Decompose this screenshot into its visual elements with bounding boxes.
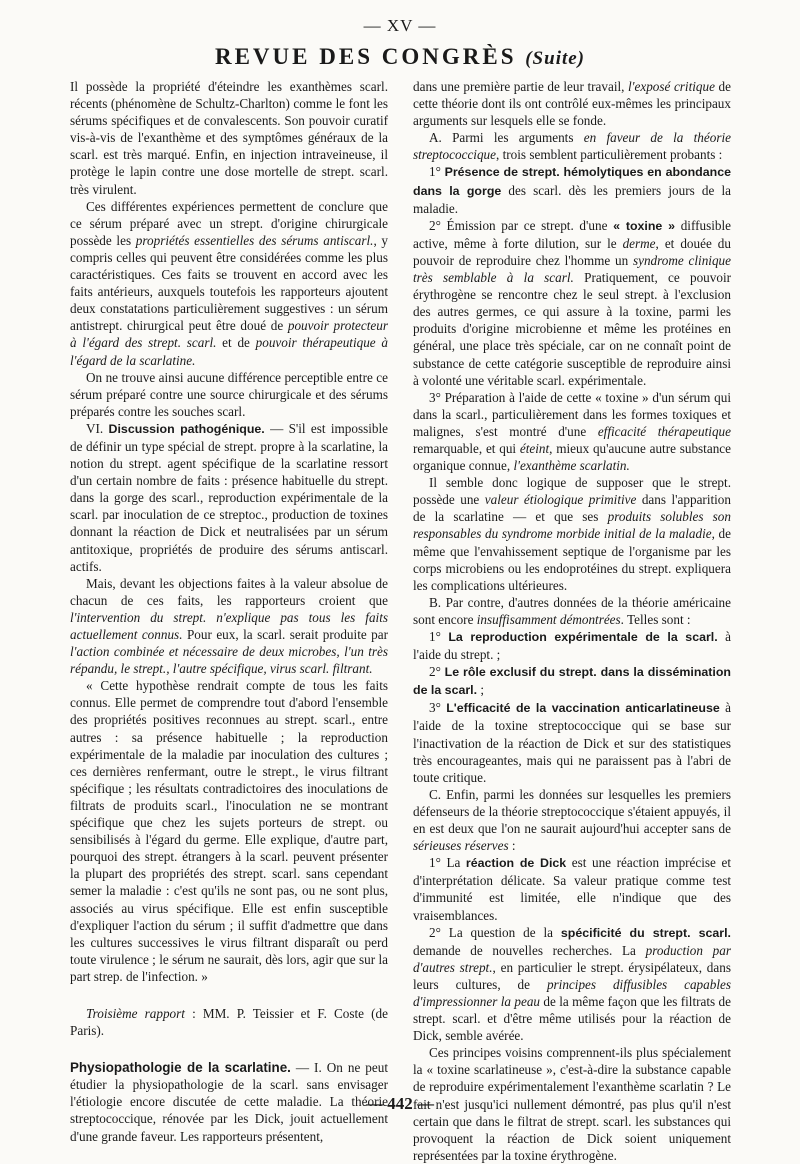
paragraph xyxy=(413,699,731,785)
text-run: 2° Émission par ce strept. d'une xyxy=(429,217,614,233)
text-run: Ces principes voisins comprennent-ils plus spécialement la « toxine scarlatineuse », c'est-à-dire la substance capable de reproduire expérimentalement l'exanthème scarlatin ? Le fait n'est jusqu'ici nullement démontré, pas plus qu'il n'est certain que dans le filtrat de strept. scarl. les substances qui provoquent la réaction de Dick soient uniquement représentées par la toxine érythrogène. xyxy=(413,1045,731,1163)
text-run: diffusible active, même à forte dilution, sur le xyxy=(413,217,732,251)
text-run: 2° xyxy=(429,664,445,680)
emphasis-text: propriétés essentielles des sérums antiscarl. xyxy=(135,232,374,248)
text-run: On ne trouve ainsi aucune différence perceptible entre ce sérum préparé contre une source chirurgicale et des sérums préparés contre les souches scarl. xyxy=(70,369,388,419)
paragraph xyxy=(70,575,388,678)
emphasis-text: en faveur de la théorie streptococcique xyxy=(413,130,731,163)
text-run: — S'il est impossible de définir un type spécial de strept. propre à la scarlatine, la notion du strept. agent spécifique de la scarlatine ressort d'un certain nombre de faits : présence habituelle du strept. dans la gorge des scarl., reproduction expérimentale de la scarl. par inoculation de ce streptoc., production de toxines donnant la réaction de Dick et neutralisées par un sérum antitoxique, propriétés de produire des sérums antiscarl. actifs. xyxy=(70,420,389,574)
text-run: Pour eux, la scarl. serait produite par xyxy=(182,627,389,642)
emphasis-text: insuffisamment démontrées xyxy=(476,611,621,627)
paragraph xyxy=(413,129,731,163)
emphasis-text: Discussion pathogénique. xyxy=(108,421,265,436)
text-run: 3° xyxy=(429,700,447,716)
emphasis-text: syndrome clinique très semblable à la scarl. xyxy=(413,252,731,286)
text-run: , trois semblent particulièrement probants : xyxy=(496,147,723,163)
text-run: ; xyxy=(477,682,485,698)
emphasis-text: La reproduction expérimentale de la scarl. xyxy=(448,630,718,644)
header-title: REVUE DES CONGRÈS xyxy=(214,44,517,69)
emphasis-text: « toxine » xyxy=(613,218,676,233)
emphasis-text: sérieuses réserves xyxy=(413,838,509,854)
paragraph xyxy=(413,594,731,628)
text-run: « Cette hypothèse rendrait compte de tous les faits connus. Elle permet de comprendre tout d'abord l'ensemble des propriétés positives reconnues au strept. scarl., entre autres : sa présence habituelle ; la reproduction expérimentale de la maladie par inoculation des cultures ; ces dernières renfermant, outre le strept., le virus filtrant spécifique ; les résultats contradictoires des inoculations de filtrats de produits scarl., l'inoculation ne se montrant spécifique que chez les sujets porteurs de strept. ou sensibilisés à l'égard du germe. Elle explique, d'autre part, pourquoi des strept. étrangers à la scarl. peuvent présenter la plupart des propriétés des strept. scarl. sans cependant semer la maladie : c'est qu'ils ne sont pas, ou ne sont plus, associés au virus spécifique. Elle est enfin susceptible d'expliquer l'action du sérum ; il suffit d'admettre que dans les cultures successives le virus filtrant disparaît ou perd toute virulence ; le sérum ne saurait, dès lors, agir que sur la part strep. de l'infection. » xyxy=(70,678,388,984)
paragraph xyxy=(70,78,388,198)
paragraph xyxy=(70,369,388,420)
header-suite: (Suite) xyxy=(525,48,586,69)
left-column xyxy=(70,78,388,1145)
text-run: Il possède la propriété d'éteindre les exanthèmes scarl. récents (phénomène de Schultz-Charlton) comme le font les sérums spécifiques et de convalescents. Son pouvoir curatif vis-à-vis de l'exanthème et des symptômes généraux de la scarl. est très marqué. Enfin, en injection intraveineuse, il protège le lapin contre une dose mortelle de strept. scarl. très virulent. xyxy=(70,79,388,197)
text-run: est une réaction imprécise et d'interprétation délicate. Sa valeur pratique comme test d'immunité est limitée, elle n'indique que des vraisemblances. xyxy=(413,855,731,923)
emphasis-text: éteint xyxy=(519,440,550,456)
paragraph xyxy=(413,628,731,663)
text-run: — I. On ne peut étudier la physiopathologie de la scarl. sans envisager l'étiologie encore discutée de cette maladie. La théorie streptococcique, rénovée par les Dick, jouit actuellement d'une grande faveur. Les rapporteurs présentent, xyxy=(70,1060,388,1144)
paragraph xyxy=(413,786,731,854)
text-run: , et douée du pouvoir de reproduire chez l'homme un xyxy=(413,235,731,268)
text-run: et de xyxy=(216,335,256,351)
text-run: 1° xyxy=(429,629,449,644)
emphasis-text: produits solubles son responsables du syndrome morbide initial de la maladie xyxy=(413,509,731,542)
emphasis-text: l'intervention du strept. n'explique pas tous les faits actuellement connus. xyxy=(70,609,388,642)
paragraph xyxy=(413,217,731,389)
paragraph xyxy=(413,78,731,129)
emphasis-text: efficacité thérapeutique xyxy=(597,423,731,439)
text-run: Ces différentes expériences permettent de conclure que ce sérum préparé avec un strept. d'origine chirurgicale possède les xyxy=(70,198,388,248)
text-run: remarquable, et qui xyxy=(413,440,520,456)
emphasis-text: l'action combinée et nécessaire de deux microbes, l'un très répandu, le strept., l'autre spécifique, virus scarl. filtrant. xyxy=(70,644,388,677)
text-run: 1° xyxy=(429,164,445,180)
text-run: de la même façon que les filtrats de strept. scarl. et d'être même utilisés pour la réaction de Dick, semble avérée. xyxy=(413,993,731,1044)
text-run: demande de nouvelles recherches. La xyxy=(413,942,646,958)
text-run: B. Par contre, d'autres données de la théorie américaine sont encore xyxy=(413,594,731,627)
emphasis-text: spécificité du strept. scarl. xyxy=(560,925,731,940)
emphasis-text: Le rôle exclusif du strept. dans la dissémination de la scarl. xyxy=(413,665,732,698)
text-run: des scarl. dès les premiers jours de la maladie. xyxy=(413,182,731,216)
text-run: , y compris celles qui peuvent être considérées comme les plus caractéristiques. Ces faits se trouvent en accord avec les faits antérieurs, auxquels toutefois les rapporteurs ajoutent deux constatations particulièrement suggestives : un sérum antistrept. chirurgical peut être doué de xyxy=(70,232,389,334)
text-run: C. Enfin, parmi les données sur lesquelles les premiers défenseurs de la théorie streptococcique s'étaient appuyés, il en est deux que l'on ne saurait aujourd'hui accepter sans de xyxy=(413,786,731,837)
text-run: à l'aide du strept. ; xyxy=(413,629,731,663)
emphasis-text: Physiopathologie de la scarlatine. xyxy=(70,1060,291,1076)
text-run: à l'aide de la toxine streptococcique qui se base sur l'inactivation de la réaction de Dick et sur des statistiques très encourageantes, mais qui ne paraissent pas à l'abri de toute critique. xyxy=(413,700,731,785)
text-run: : xyxy=(508,838,516,854)
text-run: 3° Préparation à l'aide de cette « toxine » d'un sérum qui dans la scarl., particulièrement dans les formes toxiques et malignes, s'est montré d'une xyxy=(413,389,731,439)
paragraph xyxy=(70,420,388,575)
text-run: dans une première partie de leur travail, xyxy=(413,79,629,94)
text-run: 2° La question de la xyxy=(429,924,561,940)
text-run: Il semble donc logique de supposer que le strept. possède une xyxy=(413,475,731,508)
text-run: , de même que l'envahissement septique de l'organisme par les corps microbiens ou les endoprotéines du strept. expliquera les complications ultérieures. xyxy=(413,526,731,593)
paragraph xyxy=(413,854,731,923)
text-run: : MM. P. Teissier et F. Coste (de Paris). xyxy=(70,1005,388,1039)
emphasis-text: pouvoir protecteur à l'égard des strept. scarl. xyxy=(70,318,389,351)
text-run: VI. xyxy=(86,420,109,436)
emphasis-text: l'exposé critique xyxy=(628,79,715,94)
emphasis-text: pouvoir thérapeutique à l'égard de la scarlatine. xyxy=(70,335,388,368)
text-run: , mieux qu'aucune autre substance organique connue, xyxy=(413,440,731,474)
emphasis-text: l'exanthème scarlatin. xyxy=(513,458,630,474)
emphasis-text: réaction de Dick xyxy=(465,856,567,871)
emphasis-text: Présence de strept. hémolytiques en abondance dans la gorge xyxy=(413,165,731,198)
paragraph xyxy=(413,924,731,1045)
paragraph xyxy=(413,163,731,216)
emphasis-text: production par d'autres strept. xyxy=(413,942,731,975)
text-run: Mais, devant les objections faites à la valeur absolue de chacun de ces faits, les rapporteurs croient que xyxy=(70,575,388,608)
paragraph xyxy=(70,198,388,369)
running-header xyxy=(0,44,800,70)
text-run: de cette théorie dont ils ont contrôlé eux-mêmes les principaux arguments sur lesquels elle se fonde. xyxy=(413,79,731,129)
text-run: dans l'apparition de la scarlatine — et que ses xyxy=(413,492,731,525)
text-run: A. Parmi les arguments xyxy=(429,130,584,146)
paragraph xyxy=(413,663,731,699)
paragraph xyxy=(70,677,388,985)
text-run: . Telles sont : xyxy=(620,611,691,627)
roman-page-number: — XV — xyxy=(363,16,437,35)
text-run: , en particulier le strept. érysipélateux, dans leurs cultures, de xyxy=(413,959,731,992)
text-run: 1° La xyxy=(429,855,466,871)
paragraph xyxy=(70,1005,388,1039)
page-folio: — 442 — xyxy=(366,1094,434,1113)
emphasis-text: derme xyxy=(622,235,656,251)
emphasis-text: L'efficacité de la vaccination anticarlatineuse xyxy=(446,701,720,716)
emphasis-text: Troisième rapport xyxy=(86,1005,185,1021)
emphasis-text: principes diffusibles capables d'impressionner la peau xyxy=(413,976,731,1009)
text-run: Pratiquement, ce pouvoir érythrogène se rencontre chez le seul strept. à l'exclusion des autres germes, ce qui assure à la toxine, parmi les produits d'origine microbienne et même les protéines en général, une place très spéciale, car on ne connaît point de substance de cette catégorie susceptible de reproduire ainsi à volonté une véritable scarl. expérimentale. xyxy=(413,270,732,388)
paragraph xyxy=(413,474,731,594)
right-column xyxy=(413,78,731,1164)
paragraph xyxy=(413,389,731,474)
emphasis-text: valeur étiologique primitive xyxy=(484,492,637,508)
